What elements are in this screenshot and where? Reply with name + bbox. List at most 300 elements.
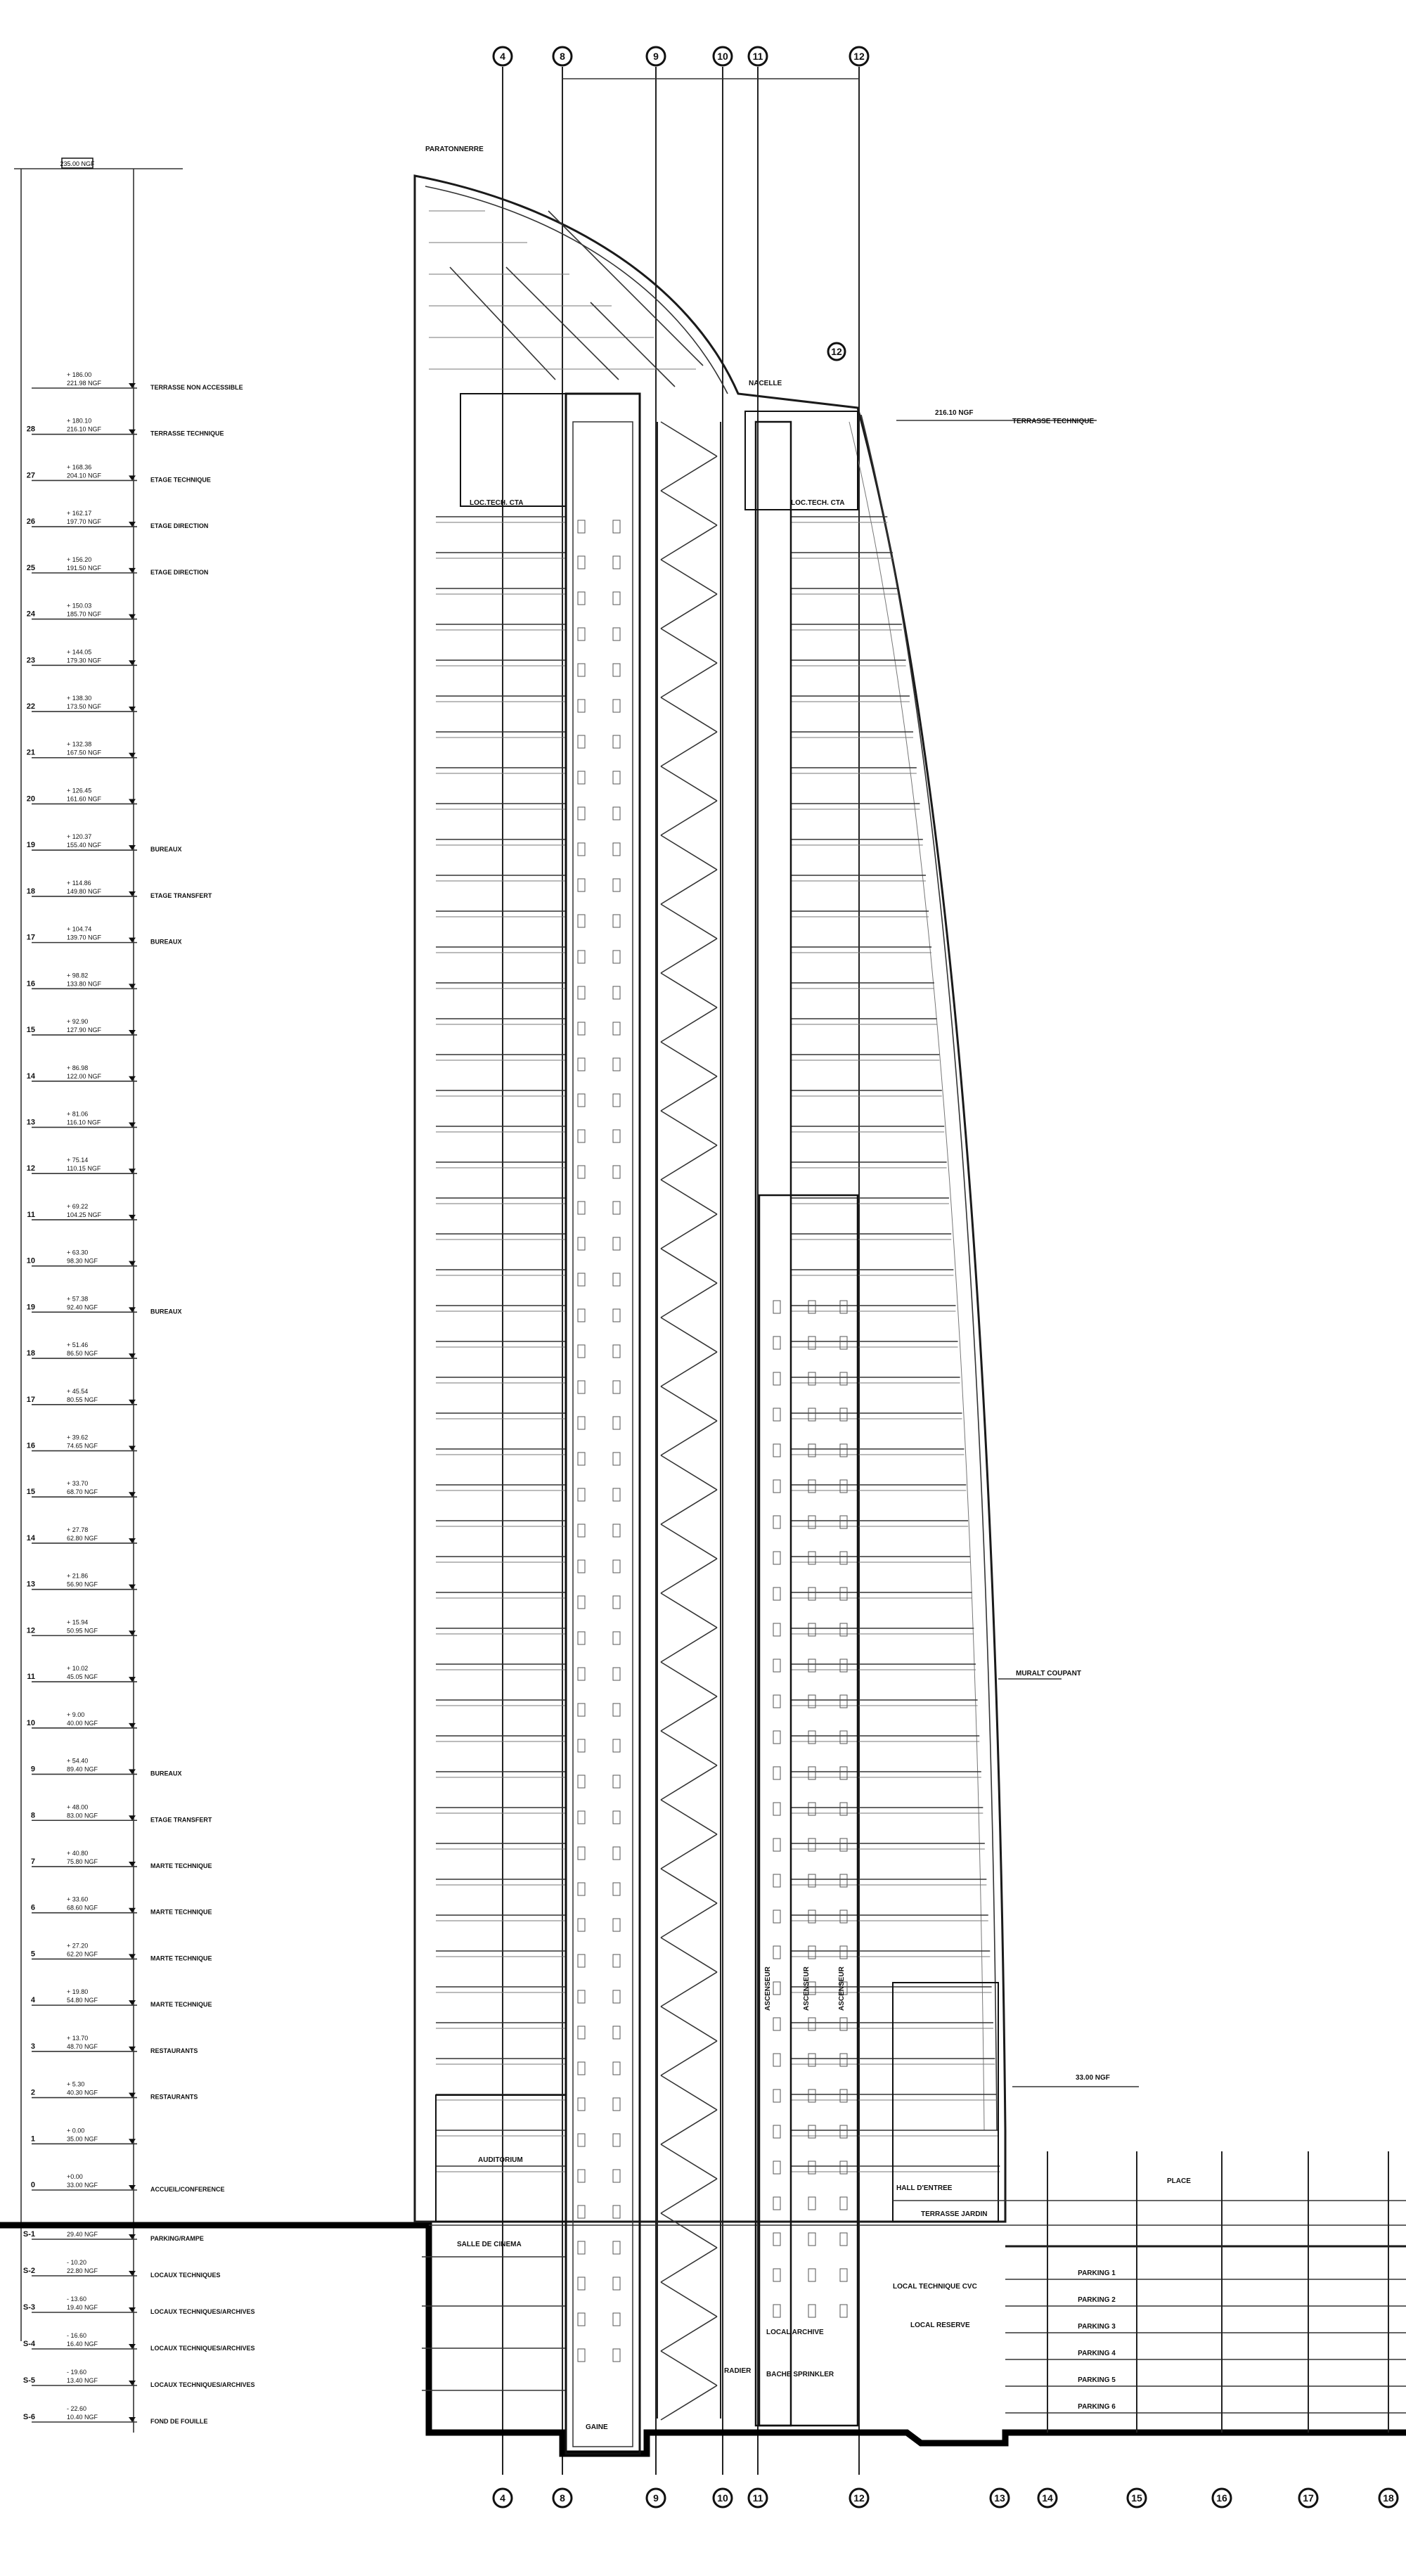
door-mark: [578, 1704, 585, 1716]
level-relative-elevation: + 21.86: [67, 1572, 89, 1580]
level-number: 6: [30, 1903, 35, 1912]
grid-bubble-top-11: [749, 47, 767, 65]
door-mark: [773, 2305, 780, 2317]
level-ngf-elevation: 197.70 NGF: [67, 518, 102, 526]
door-mark: [578, 1022, 585, 1035]
door-mark: [578, 520, 585, 533]
level-number: S-1: [22, 2230, 35, 2239]
door-mark: [578, 1453, 585, 1465]
level-ngf-elevation: 62.20 NGF: [67, 1950, 98, 1958]
stair-flight: [661, 835, 717, 870]
level-row: [27, 695, 137, 711]
annotations: [425, 146, 1191, 2431]
level-marker: [129, 2344, 136, 2349]
core-left: [566, 394, 640, 2454]
level-scale: [14, 158, 183, 2433]
grid-bubble-label: 18: [1383, 2492, 1394, 2504]
grid-bubble-bottom-4: [494, 2489, 512, 2507]
door-mark: [773, 1408, 780, 1421]
stair-flight: [661, 422, 717, 456]
level-number: 0: [30, 2181, 35, 2189]
level-number: 2: [30, 2088, 35, 2097]
level-number: 12: [26, 1164, 35, 1173]
level-relative-elevation: + 51.46: [67, 1341, 89, 1349]
grid-bubble-bottom-17: [1299, 2489, 1317, 2507]
level-number: 8: [30, 1811, 35, 1820]
door-mark: [613, 879, 620, 891]
level-row: [27, 1295, 182, 1315]
podium-columns: [1047, 2151, 1388, 2433]
level-row: [27, 1480, 137, 1497]
level-use: TERRASSE NON ACCESSIBLE: [150, 384, 243, 391]
stair-flight: [661, 663, 717, 697]
level-marker: [129, 1585, 136, 1590]
level-relative-elevation: + 0.00: [67, 2127, 85, 2134]
level-relative-elevation: - 19.60: [67, 2369, 87, 2376]
level-relative-elevation: + 86.98: [67, 1064, 89, 1071]
level-ngf-elevation: 104.25 NGF: [67, 1211, 102, 1218]
level-relative-elevation: + 81.06: [67, 1110, 89, 1118]
level-row: [27, 648, 137, 665]
parking-label: PARKING 1: [1078, 2269, 1116, 2277]
level-number: S-5: [22, 2376, 35, 2385]
parking-label: PARKING 5: [1078, 2376, 1116, 2384]
stair-flight: [661, 1042, 717, 1076]
door-mark: [578, 843, 585, 856]
door-mark: [773, 1982, 780, 1995]
door-mark: [613, 628, 620, 640]
level-relative-elevation: + 104.74: [67, 925, 92, 933]
grid-bubble-top-10: [714, 47, 732, 65]
level-ngf-elevation: 86.50 NGF: [67, 1350, 98, 1358]
door-mark: [613, 1560, 620, 1573]
level-ngf-elevation: 161.60 NGF: [67, 795, 102, 803]
door-mark: [773, 1372, 780, 1385]
door-mark: [578, 735, 585, 748]
level-marker: [129, 383, 136, 388]
level-relative-elevation: + 180.10: [67, 417, 92, 425]
door-mark: [613, 1488, 620, 1501]
door-mark: [578, 2277, 585, 2290]
level-row: [27, 1064, 137, 1081]
door-mark: [578, 1058, 585, 1071]
level-marker: [129, 1076, 136, 1081]
level-relative-elevation: + 5.30: [67, 2080, 85, 2088]
level-marker: [129, 1723, 136, 1728]
door-mark: [578, 1237, 585, 1250]
level-marker: [129, 1168, 136, 1173]
stair-flight: [661, 594, 717, 629]
level-use: RESTAURANTS: [150, 2047, 198, 2054]
grid-bubble-bottom-11: [749, 2489, 767, 2507]
level-number: 19: [26, 1303, 35, 1312]
level-marker: [129, 2047, 136, 2052]
level-row: [23, 2259, 221, 2279]
level-ngf-elevation: 110.15 NGF: [67, 1165, 101, 1173]
level-number: 21: [26, 748, 35, 757]
level-use: RESTAURANTS: [150, 2093, 198, 2101]
place-label: PLACE: [1167, 2177, 1191, 2185]
level-row: [31, 1758, 182, 1777]
level-row: [23, 2295, 255, 2315]
level-number: 10: [26, 1718, 35, 1727]
level-use: FOND DE FOUILLE: [150, 2418, 208, 2425]
door-mark: [773, 2054, 780, 2066]
level-marker: [129, 891, 136, 896]
level-number: 5: [30, 1950, 35, 1959]
level-relative-elevation: - 10.20: [67, 2259, 87, 2266]
stair-flight: [661, 1593, 717, 1628]
level-row: [31, 2081, 198, 2101]
grid-bubbles-bottom: [494, 2489, 1398, 2507]
stair-flight: [661, 1283, 717, 1318]
salle-label: SALLE DE CINEMA: [457, 2241, 522, 2248]
door-mark: [613, 1811, 620, 1824]
level-relative-elevation: + 150.03: [67, 602, 92, 610]
level-row: [31, 2173, 225, 2193]
stair-flight: [661, 1249, 717, 1283]
door-mark: [578, 2026, 585, 2039]
door-mark: [773, 1874, 780, 1887]
stair-flight: [661, 1731, 717, 1765]
level-row: [27, 603, 137, 619]
level-row: [31, 2127, 137, 2144]
door-mark: [613, 986, 620, 999]
auditorium-label: AUDITORIUM: [478, 2156, 523, 2164]
level-marker: [129, 2093, 136, 2098]
level-row: [27, 880, 212, 899]
level-marker: [129, 2000, 136, 2005]
level-row: [27, 972, 137, 988]
door-mark: [613, 1704, 620, 1716]
level-relative-elevation: + 144.05: [67, 648, 92, 656]
level-ngf-elevation: 74.65 NGF: [67, 1442, 98, 1450]
level-relative-elevation: + 19.80: [67, 1988, 89, 1996]
level-marker: [129, 1908, 136, 1913]
grid-bubble-label: 10: [717, 2492, 728, 2504]
door-mark: [578, 664, 585, 676]
grid-bubble-bottom-15: [1128, 2489, 1146, 2507]
level-use: ETAGE TRANSFERT: [150, 1816, 212, 1824]
stair-flight: [661, 2351, 717, 2385]
grid-bubble-label: 17: [1303, 2492, 1314, 2504]
door-mark: [578, 1739, 585, 1752]
level-relative-elevation: + 69.22: [67, 1202, 89, 1210]
level-relative-elevation: + 13.70: [67, 2034, 89, 2042]
door-mark: [613, 2313, 620, 2326]
level-marker: [129, 1122, 136, 1127]
level-relative-elevation: + 45.54: [67, 1387, 89, 1395]
door-mark: [613, 556, 620, 569]
grid-bubble-bottom-16: [1213, 2489, 1231, 2507]
stair-flight: [661, 939, 717, 973]
door-mark: [613, 2277, 620, 2290]
stair-flight: [661, 1421, 717, 1455]
door-mark: [578, 1381, 585, 1393]
level-number: 16: [26, 979, 35, 988]
level-marker: [129, 475, 136, 480]
door-mark: [578, 879, 585, 891]
grid-bubble-label: 4: [500, 51, 505, 62]
level-use: ETAGE TRANSFERT: [150, 891, 212, 899]
level-marker: [129, 1261, 136, 1266]
stair-flight: [661, 456, 717, 491]
door-mark: [613, 1632, 620, 1644]
level-row: [32, 371, 243, 391]
local-archive-label: LOCAL ARCHIVE: [766, 2329, 824, 2336]
level-use: MARTE TECHNIQUE: [150, 1862, 212, 1869]
door-mark: [578, 2313, 585, 2326]
door-mark: [578, 1094, 585, 1107]
level-row: [27, 1711, 137, 1728]
level-marker: [129, 845, 136, 850]
door-mark: [578, 2134, 585, 2146]
level-marker: [129, 1770, 136, 1775]
level-ngf-elevation: 22.80 NGF: [67, 2267, 98, 2274]
level-number: 13: [26, 1580, 35, 1589]
door-mark: [578, 1847, 585, 1860]
door-mark: [578, 1668, 585, 1680]
parking-label: PARKING 4: [1078, 2350, 1116, 2357]
level-ngf-elevation: 33.00 NGF: [67, 2182, 98, 2189]
level-relative-elevation: + 33.60: [67, 1895, 89, 1903]
door-mark: [613, 1202, 620, 1214]
door-mark: [578, 1524, 585, 1537]
door-mark: [773, 2161, 780, 2174]
level-number: 7: [30, 1857, 35, 1866]
level-marker: [129, 1815, 136, 1820]
level-ngf-elevation: 13.40 NGF: [67, 2377, 98, 2384]
level-row: [27, 1018, 137, 1035]
level-number: 17: [26, 933, 35, 942]
parking-label: PARKING 3: [1078, 2323, 1116, 2331]
level-row: [27, 1573, 137, 1590]
grid-bubble-label: 9: [653, 51, 659, 62]
door-mark: [773, 2018, 780, 2030]
stair-flight: [661, 732, 717, 766]
level-number: 13: [26, 1118, 35, 1127]
local-left-label: LOC.TECH. CTA: [470, 499, 524, 507]
door-mark: [773, 1588, 780, 1600]
level-marker: [129, 522, 136, 527]
level-ngf-elevation: 204.10 NGF: [67, 472, 102, 479]
level-relative-elevation: + 75.14: [67, 1157, 89, 1164]
level-use: LOCAUX TECHNIQUES/ARCHIVES: [150, 2308, 255, 2315]
level-relative-elevation: + 54.40: [67, 1757, 89, 1765]
door-mark: [808, 2233, 815, 2246]
level-number: 15: [26, 1488, 35, 1497]
grid-bubble-bottom-8: [553, 2489, 572, 2507]
level-list: [23, 371, 255, 2425]
door-mark: [773, 1767, 780, 1779]
level-use: BUREAUX: [150, 846, 182, 854]
stair-flight: [661, 491, 717, 525]
door-mark: [578, 1954, 585, 1967]
door-mark: [578, 1309, 585, 1322]
door-mark: [613, 1919, 620, 1931]
door-mark: [773, 2197, 780, 2210]
level-row: [27, 1665, 137, 1682]
stair-flight: [661, 2179, 717, 2213]
door-mark: [578, 1166, 585, 1178]
grid-bubble-label: 10: [717, 51, 728, 62]
level-relative-elevation: + 27.78: [67, 1526, 89, 1533]
level-number: 18: [26, 1349, 35, 1358]
grid-bubble-top-4: [494, 47, 512, 65]
level-relative-elevation: + 10.02: [67, 1665, 89, 1673]
level-row: [31, 2035, 198, 2054]
level-use: LOCAUX TECHNIQUES: [150, 2272, 221, 2279]
level-use: ETAGE DIRECTION: [150, 522, 209, 530]
door-mark: [613, 1668, 620, 1680]
door-mark: [578, 700, 585, 712]
local-reserve-label: LOCAL RESERVE: [910, 2321, 970, 2329]
level-ngf-elevation: 40.00 NGF: [67, 1719, 98, 1727]
door-mark: [578, 2349, 585, 2362]
door-mark: [613, 2241, 620, 2254]
level-relative-elevation: - 13.60: [67, 2295, 87, 2303]
door-mark: [613, 1273, 620, 1286]
level-ngf-elevation: 19.40 NGF: [67, 2304, 98, 2311]
grid-bubble-label: 9: [653, 2492, 659, 2504]
stair-flight: [661, 525, 717, 560]
level-ngf-elevation: 139.70 NGF: [67, 934, 102, 941]
level-row: [23, 2405, 208, 2425]
stair-flight: [661, 801, 717, 835]
level-relative-elevation: + 92.90: [67, 1018, 89, 1026]
grid-bubble-bottom-10: [714, 2489, 732, 2507]
level-ngf-elevation: 216.10 NGF: [67, 425, 102, 433]
grid-bubble-bottom-9: [647, 2489, 665, 2507]
plant-room-right: [745, 411, 858, 510]
grid-bubble-bottom-18: [1379, 2489, 1398, 2507]
level-use: BUREAUX: [150, 1770, 182, 1777]
level-marker: [129, 2307, 136, 2312]
level-relative-elevation: + 39.62: [67, 1434, 89, 1441]
door-mark: [578, 1811, 585, 1824]
grid-bubble-label: 14: [1042, 2492, 1053, 2504]
grid-bubble-bottom-12: [850, 2489, 868, 2507]
level-use: BUREAUX: [150, 1308, 182, 1315]
grid-bubble-label: 8: [560, 51, 565, 62]
plaza-elev-label: 33.00 NGF: [1076, 2074, 1110, 2082]
door-mark: [773, 1301, 780, 1313]
level-ngf-elevation: 35.00 NGF: [67, 2135, 98, 2143]
local-right-label: LOC.TECH. CTA: [791, 499, 845, 507]
level-row: [31, 1803, 212, 1823]
level-marker: [129, 753, 136, 758]
door-mark: [578, 592, 585, 605]
stair-flight: [661, 1696, 717, 1731]
level-relative-elevation: + 156.20: [67, 555, 92, 563]
level-ngf-elevation: 155.40 NGF: [67, 842, 102, 849]
stair-flight: [661, 697, 717, 732]
door-mark: [613, 1739, 620, 1752]
door-mark: [773, 1552, 780, 1564]
stair-flight: [661, 1662, 717, 1696]
door-mark: [578, 986, 585, 999]
stair-flight: [661, 1559, 717, 1593]
level-use: LOCAUX TECHNIQUES/ARCHIVES: [150, 2345, 255, 2352]
level-relative-elevation: + 33.70: [67, 1480, 89, 1488]
door-mark: [578, 1417, 585, 1429]
door-mark: [613, 700, 620, 712]
door-mark: [808, 2197, 815, 2210]
level-relative-elevation: + 114.86: [67, 879, 91, 887]
level-ngf-elevation: 149.80 NGF: [67, 887, 102, 895]
door-mark: [613, 915, 620, 927]
stair-flight: [661, 2385, 717, 2420]
level-marker: [129, 1400, 136, 1405]
grid-bubble-bottom-13: [991, 2489, 1009, 2507]
grid-bubble-label: 4: [500, 2492, 505, 2504]
level-relative-elevation: - 3.60: [67, 2222, 84, 2229]
door-mark: [613, 735, 620, 748]
parking-label: PARKING 6: [1078, 2403, 1116, 2411]
level-relative-elevation: + 138.30: [67, 695, 92, 702]
grid-bubble-label: 11: [752, 2492, 763, 2504]
door-mark: [613, 1883, 620, 1895]
door-mark: [613, 2349, 620, 2362]
lift-label-1: ASCENSEUR: [764, 1966, 772, 2011]
level-relative-elevation: + 57.38: [67, 1295, 89, 1303]
grid-bubble-label: 12: [831, 346, 842, 357]
grid-bubble-label: 8: [560, 2492, 565, 2504]
level-use: TERRASSE TECHNIQUE: [150, 430, 224, 437]
door-mark: [773, 1803, 780, 1815]
level-row: [27, 418, 224, 437]
stair-flight: [661, 1765, 717, 1800]
level-number: 10: [26, 1256, 35, 1266]
stair-flight: [661, 1903, 717, 1938]
level-number: 20: [26, 794, 35, 804]
door-mark: [613, 2134, 620, 2146]
door-mark: [578, 628, 585, 640]
stair-flight: [661, 1490, 717, 1524]
grid-bubble-crown: [828, 343, 845, 360]
level-relative-elevation: + 132.38: [67, 740, 92, 748]
level-number: 1: [30, 2134, 35, 2144]
level-marker: [129, 2185, 136, 2190]
stair-flight: [661, 1318, 717, 1352]
level-use: MARTE TECHNIQUE: [150, 2001, 212, 2009]
level-row: [27, 1203, 137, 1220]
level-ngf-elevation: 167.50 NGF: [67, 749, 102, 756]
door-mark: [613, 1022, 620, 1035]
door-mark: [578, 1990, 585, 2003]
level-ngf-elevation: 68.70 NGF: [67, 1488, 98, 1496]
door-mark: [578, 1883, 585, 1895]
stair-flight: [661, 1455, 717, 1490]
door-mark: [578, 807, 585, 820]
parking-label: PARKING 2: [1078, 2296, 1116, 2304]
level-use: MARTE TECHNIQUE: [150, 1954, 212, 1962]
level-marker: [129, 2139, 136, 2144]
level-number: 16: [26, 1441, 35, 1450]
level-ngf-elevation: 48.70 NGF: [67, 2042, 98, 2050]
door-mark: [613, 2170, 620, 2182]
level-relative-elevation: + 40.80: [67, 1849, 89, 1857]
radier-label: RADIER: [724, 2367, 752, 2375]
level-row: [27, 1110, 137, 1127]
level-number: S-2: [22, 2267, 35, 2275]
door-mark: [773, 2089, 780, 2102]
door-mark: [578, 2098, 585, 2111]
door-mark: [773, 1731, 780, 1744]
top-elevation-label: 235.00 NGF: [60, 160, 95, 167]
level-marker: [129, 1677, 136, 1682]
stair-flight: [661, 2248, 717, 2282]
